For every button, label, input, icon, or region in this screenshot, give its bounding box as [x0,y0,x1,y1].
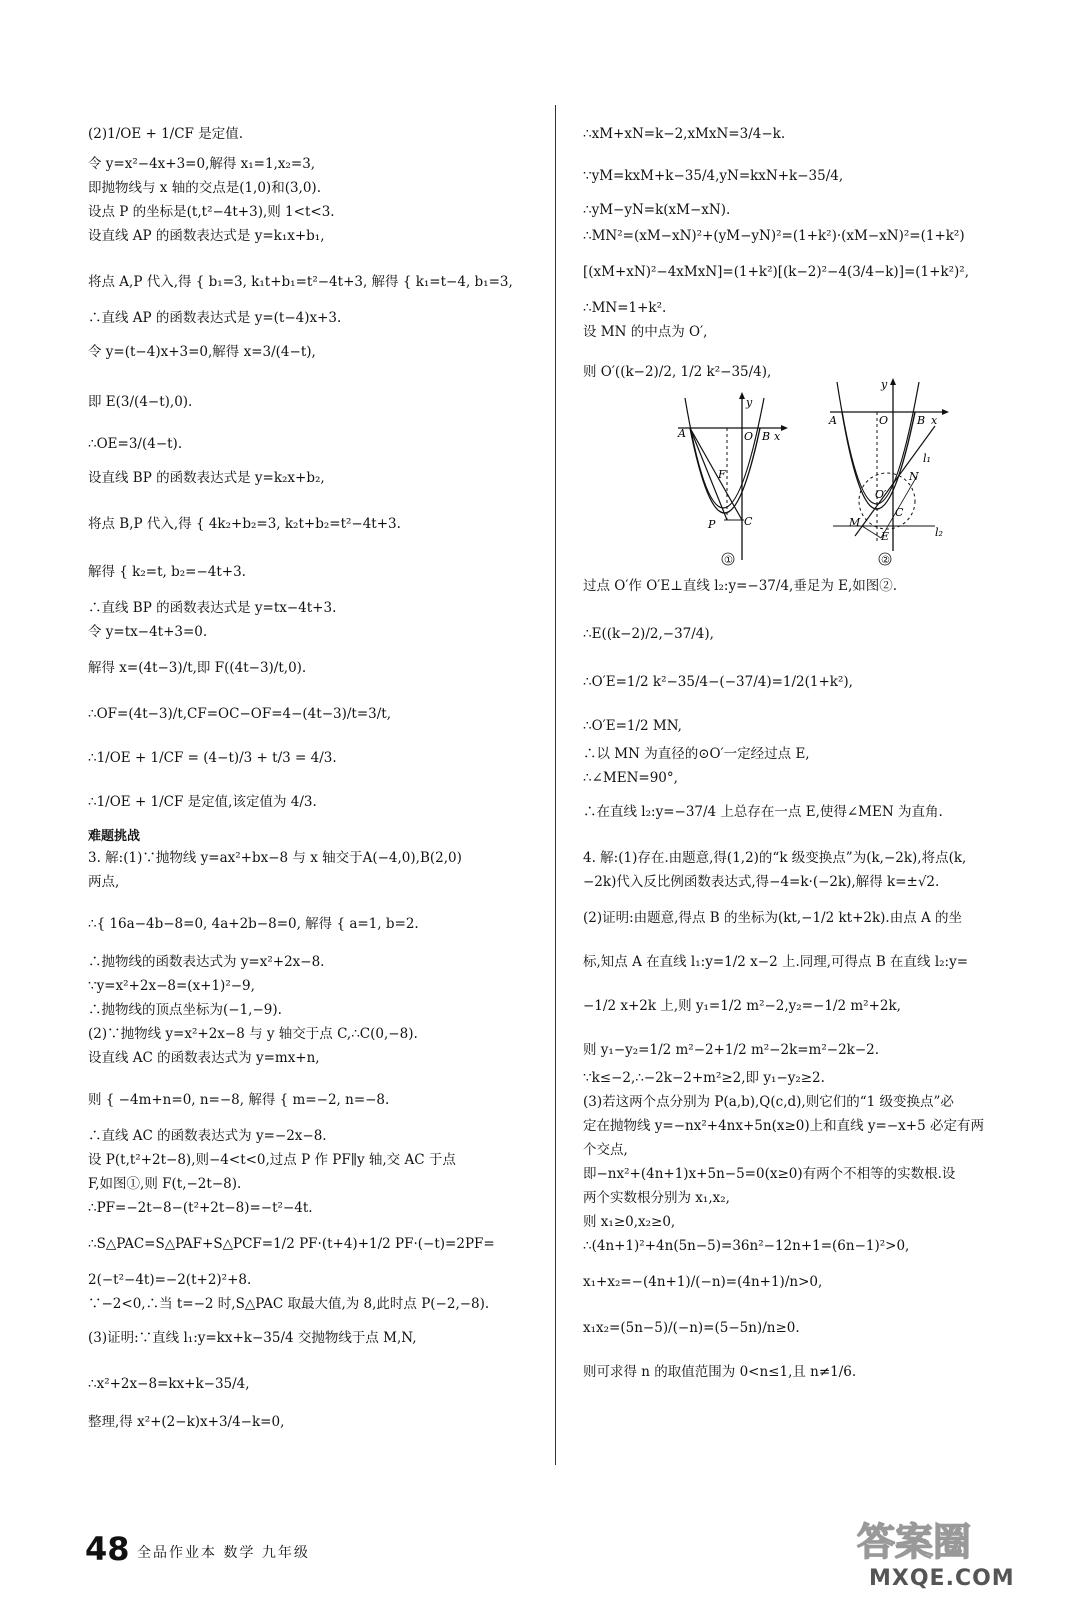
left-text-line: ∴直线 AC 的函数表达式为 y=−2x−8. [88,1128,327,1144]
right-text-line: 即−nx²+(4n+1)x+5n−5=0(x≥0)有两个不相等的实数根.设 [583,1166,956,1182]
right-text-line: 个交点, [583,1142,628,1158]
fig2-label-n: N [909,470,919,483]
right-text-line: ∴xM+xN=k−2,xMxN=3/4−k. [583,126,786,142]
page-number: 48 [85,1530,130,1568]
left-text-line: 即 E(3/(4−t),0). [88,394,193,410]
left-text-line: 整理,得 x²+(2−k)x+3/4−k=0, [88,1414,285,1430]
right-text-line: x₁x₂=(5n−5)/(−n)=(5−5n)/n≥0. [583,1320,800,1336]
fig1-label-b: B [762,430,771,443]
fig1-label-f: F [718,468,726,481]
left-text-line: 令 y=tx−4t+3=0. [88,624,208,640]
fig2-label-x: x [931,414,938,427]
right-text-line: ∴以 MN 为直径的⊙O′一定经过点 E, [583,746,810,762]
left-text-line: ∴直线 AP 的函数表达式是 y=(t−4)x+3. [88,310,342,326]
fig1-label-c: C [744,515,753,528]
right-text-line: ∴E((k−2)/2,−37/4), [583,626,714,642]
left-text-line: 设直线 AP 的函数表达式是 y=k₁x+b₁, [88,228,325,244]
right-text-line: ∴yM−yN=k(xM−xN). [583,202,731,218]
left-text-line: ∴OE=3/(4−t). [88,436,183,452]
fig2-label-a: A [829,414,837,427]
fig2-label-o-prime: O′ [875,488,887,501]
right-text-line: [(xM+xN)²−4xMxN]=(1+k²)[(k−2)²−4(3/4−k)]=(1+k²)², [583,264,970,280]
right-text-line: 则 x₁≥0,x₂≥0, [583,1214,676,1230]
right-text-line: ∴O′E=1/2 MN, [583,718,682,734]
right-text-line: 标,知点 A 在直线 l₁:y=1/2 x−2 上.同理,可得点 B 在直线 l₂:y= [583,954,969,970]
left-text-line: 解得 { k₂=t, b₂=−4t+3. [88,564,246,580]
figure-1 [672,388,792,573]
right-text-line: −2k)代入反比例函数表达式,得−4=k·(−2k),解得 k=±√2. [583,874,940,890]
right-text-line: 则 O′((k−2)/2, 1/2 k²−35/4), [583,364,772,380]
left-text-line: ∴{ 16a−4b−8=0, 4a+2b−8=0, 解得 { a=1, b=2. [88,916,419,932]
fig1-label-y: y [746,396,753,409]
right-text-line: 则可求得 n 的取值范围为 0<n≤1,且 n≠1/6. [583,1364,857,1380]
left-text-line: ∴PF=−2t−8−(t²+2t−8)=−t²−4t. [88,1200,313,1216]
left-text-line: ∴1/OE + 1/CF 是定值,该定值为 4/3. [88,794,317,810]
fig1-label-x: x [774,430,781,443]
fig2-label-b: B [917,414,926,427]
left-text-line: ∴OF=(4t−3)/t,CF=OC−OF=4−(4t−3)/t=3/t, [88,706,391,722]
watermark-bottom: MXQE.COM [869,1566,1015,1590]
fig2-caption: ② [881,555,890,566]
left-text-line: 则 { −4m+n=0, n=−8, 解得 { m=−2, n=−8. [88,1092,390,1108]
left-text-line: F,如图①,则 F(t,−2t−8). [88,1176,242,1192]
left-text-line: ∵y=x²+2x−8=(x+1)²−9, [88,978,255,994]
fig2-label-m: M [849,516,861,529]
left-text-line: ∴抛物线的函数表达式为 y=x²+2x−8. [88,954,325,970]
left-text-line: 令 y=x²−4x+3=0,解得 x₁=1,x₂=3, [88,156,316,172]
left-text-line: ∴直线 BP 的函数表达式是 y=tx−4t+3. [88,600,337,616]
left-text-line: 将点 A,P 代入,得 { b₁=3, k₁t+b₁=t²−4t+3, 解得 { k₁=t−4, b₁=3, [88,274,513,290]
fig2-label-c: C [895,506,904,519]
right-text-line: ∵k≤−2,∴−2k−2+m²≥2,即 y₁−y₂≥2. [583,1070,825,1086]
right-text-line: ∴(4n+1)²+4n(5n−5)=36n²−12n+1=(6n−1)²>0, [583,1238,910,1254]
left-text-line: 令 y=(t−4)x+3=0,解得 x=3/(4−t), [88,344,316,360]
right-text-line: ∴MN²=(xM−xN)²+(yM−yN)²=(1+k²)·(xM−xN)²=(1+k²) [583,228,965,244]
left-text-line: 即抛物线与 x 轴的交点是(1,0)和(3,0). [88,180,321,196]
right-text-line: 过点 O′作 O′E⊥直线 l₂:y=−37/4,垂足为 E,如图②. [583,578,898,594]
left-text-line: (2)∵抛物线 y=x²+2x−8 与 y 轴交于点 C,∴C(0,−8). [88,1026,418,1042]
watermark [849,1515,1054,1590]
left-text-line: ∴1/OE + 1/CF = (4−t)/3 + t/3 = 4/3. [88,750,337,766]
fig1-label-p: P [708,518,716,531]
left-text-line: 难题挑战 [88,829,141,844]
right-text-line: 两个实数根分别为 x₁,x₂, [583,1190,730,1206]
left-text-line: 设直线 AC 的函数表达式为 y=mx+n, [88,1050,320,1066]
watermark-top: 答案圈 [857,1520,972,1564]
left-text-line: ∴x²+2x−8=kx+k−35/4, [88,1376,250,1392]
right-text-line: ∴O′E=1/2 k²−35/4−(−37/4)=1/2(1+k²), [583,674,853,690]
fig2-label-l2: l₂ [935,526,943,539]
fig2-label-y: y [881,378,888,391]
right-text-line: 4. 解:(1)存在.由题意,得(1,2)的“k 级变换点”为(k,−2k),将点(k, [583,850,967,866]
right-text-line: ∴MN=1+k². [583,300,667,316]
right-text-line: ∴在直线 l₂:y=−37/4 上总存在一点 E,使得∠MEN 为直角. [583,804,943,820]
column-divider [555,105,556,1465]
fig1-label-o: O [744,430,754,443]
fig1-label-a: A [678,427,686,440]
right-text-line: ∴∠MEN=90°, [583,770,678,786]
right-text-line: x₁+x₂=−(4n+1)/(−n)=(4n+1)/n>0, [583,1274,823,1290]
left-text-line: 设点 P 的坐标是(t,t²−4t+3),则 1<t<3. [88,204,335,220]
right-text-line: 设 MN 的中点为 O′, [583,324,708,340]
right-text-line: (3)若这两个点分别为 P(a,b),Q(c,d),则它们的“1 级变换点”必 [583,1094,954,1110]
left-text-line: 两点, [88,874,120,890]
left-text-line: (2)1/OE + 1/CF 是定值. [88,126,243,142]
right-text-line: ∵yM=kxM+k−35/4,yN=kxN+k−35/4, [583,168,844,184]
right-text-line: 定在抛物线 y=−nx²+4nx+5n(x≥0)上和直线 y=−x+5 必定有两 [583,1118,984,1134]
left-text-line: 设直线 BP 的函数表达式是 y=k₂x+b₂, [88,470,325,486]
left-text-line: 解得 x=(4t−3)/t,即 F((4t−3)/t,0). [88,660,307,676]
right-text-line: 则 y₁−y₂=1/2 m²−2+1/2 m²−2k=m²−2k−2. [583,1042,880,1058]
fig2-label-l1: l₁ [923,452,931,465]
left-text-line: (3)证明:∵直线 l₁:y=kx+k−35/4 交抛物线于点 M,N, [88,1330,417,1346]
fig2-label-e: E [881,530,890,543]
left-text-line: ∴抛物线的顶点坐标为(−1,−9). [88,1002,282,1018]
left-text-line: 将点 B,P 代入,得 { 4k₂+b₂=3, k₂t+b₂=t²−4t+3. [88,516,401,532]
left-text-line: 3. 解:(1)∵抛物线 y=ax²+bx−8 与 x 轴交于A(−4,0),B(2,0) [88,850,462,866]
fig1-caption: ① [724,555,733,566]
left-text-line: ∴S△PAC=S△PAF+S△PCF=1/2 PF·(t+4)+1/2 PF·(−t)=2PF= [88,1236,495,1252]
left-text-line: 2(−t²−4t)=−2(t+2)²+8. [88,1272,252,1288]
fig2-label-o: O [879,414,889,427]
book-title: 全品作业本 数学 九年级 [137,1545,310,1561]
right-text-line: (2)证明:由题意,得点 B 的坐标为(kt,−1/2 kt+2k).由点 A 的坐 [583,910,963,926]
figure-2 [825,376,960,576]
left-text-line: ∵−2<0,∴当 t=−2 时,S△PAC 取最大值,为 8,此时点 P(−2,−8). [88,1296,490,1312]
left-text-line: 设 P(t,t²+2t−8),则−4<t<0,过点 P 作 PF∥y 轴,交 AC 于点 [88,1152,456,1168]
right-text-line: −1/2 x+2k 上,则 y₁=1/2 m²−2,y₂=−1/2 m²+2k, [583,998,901,1014]
